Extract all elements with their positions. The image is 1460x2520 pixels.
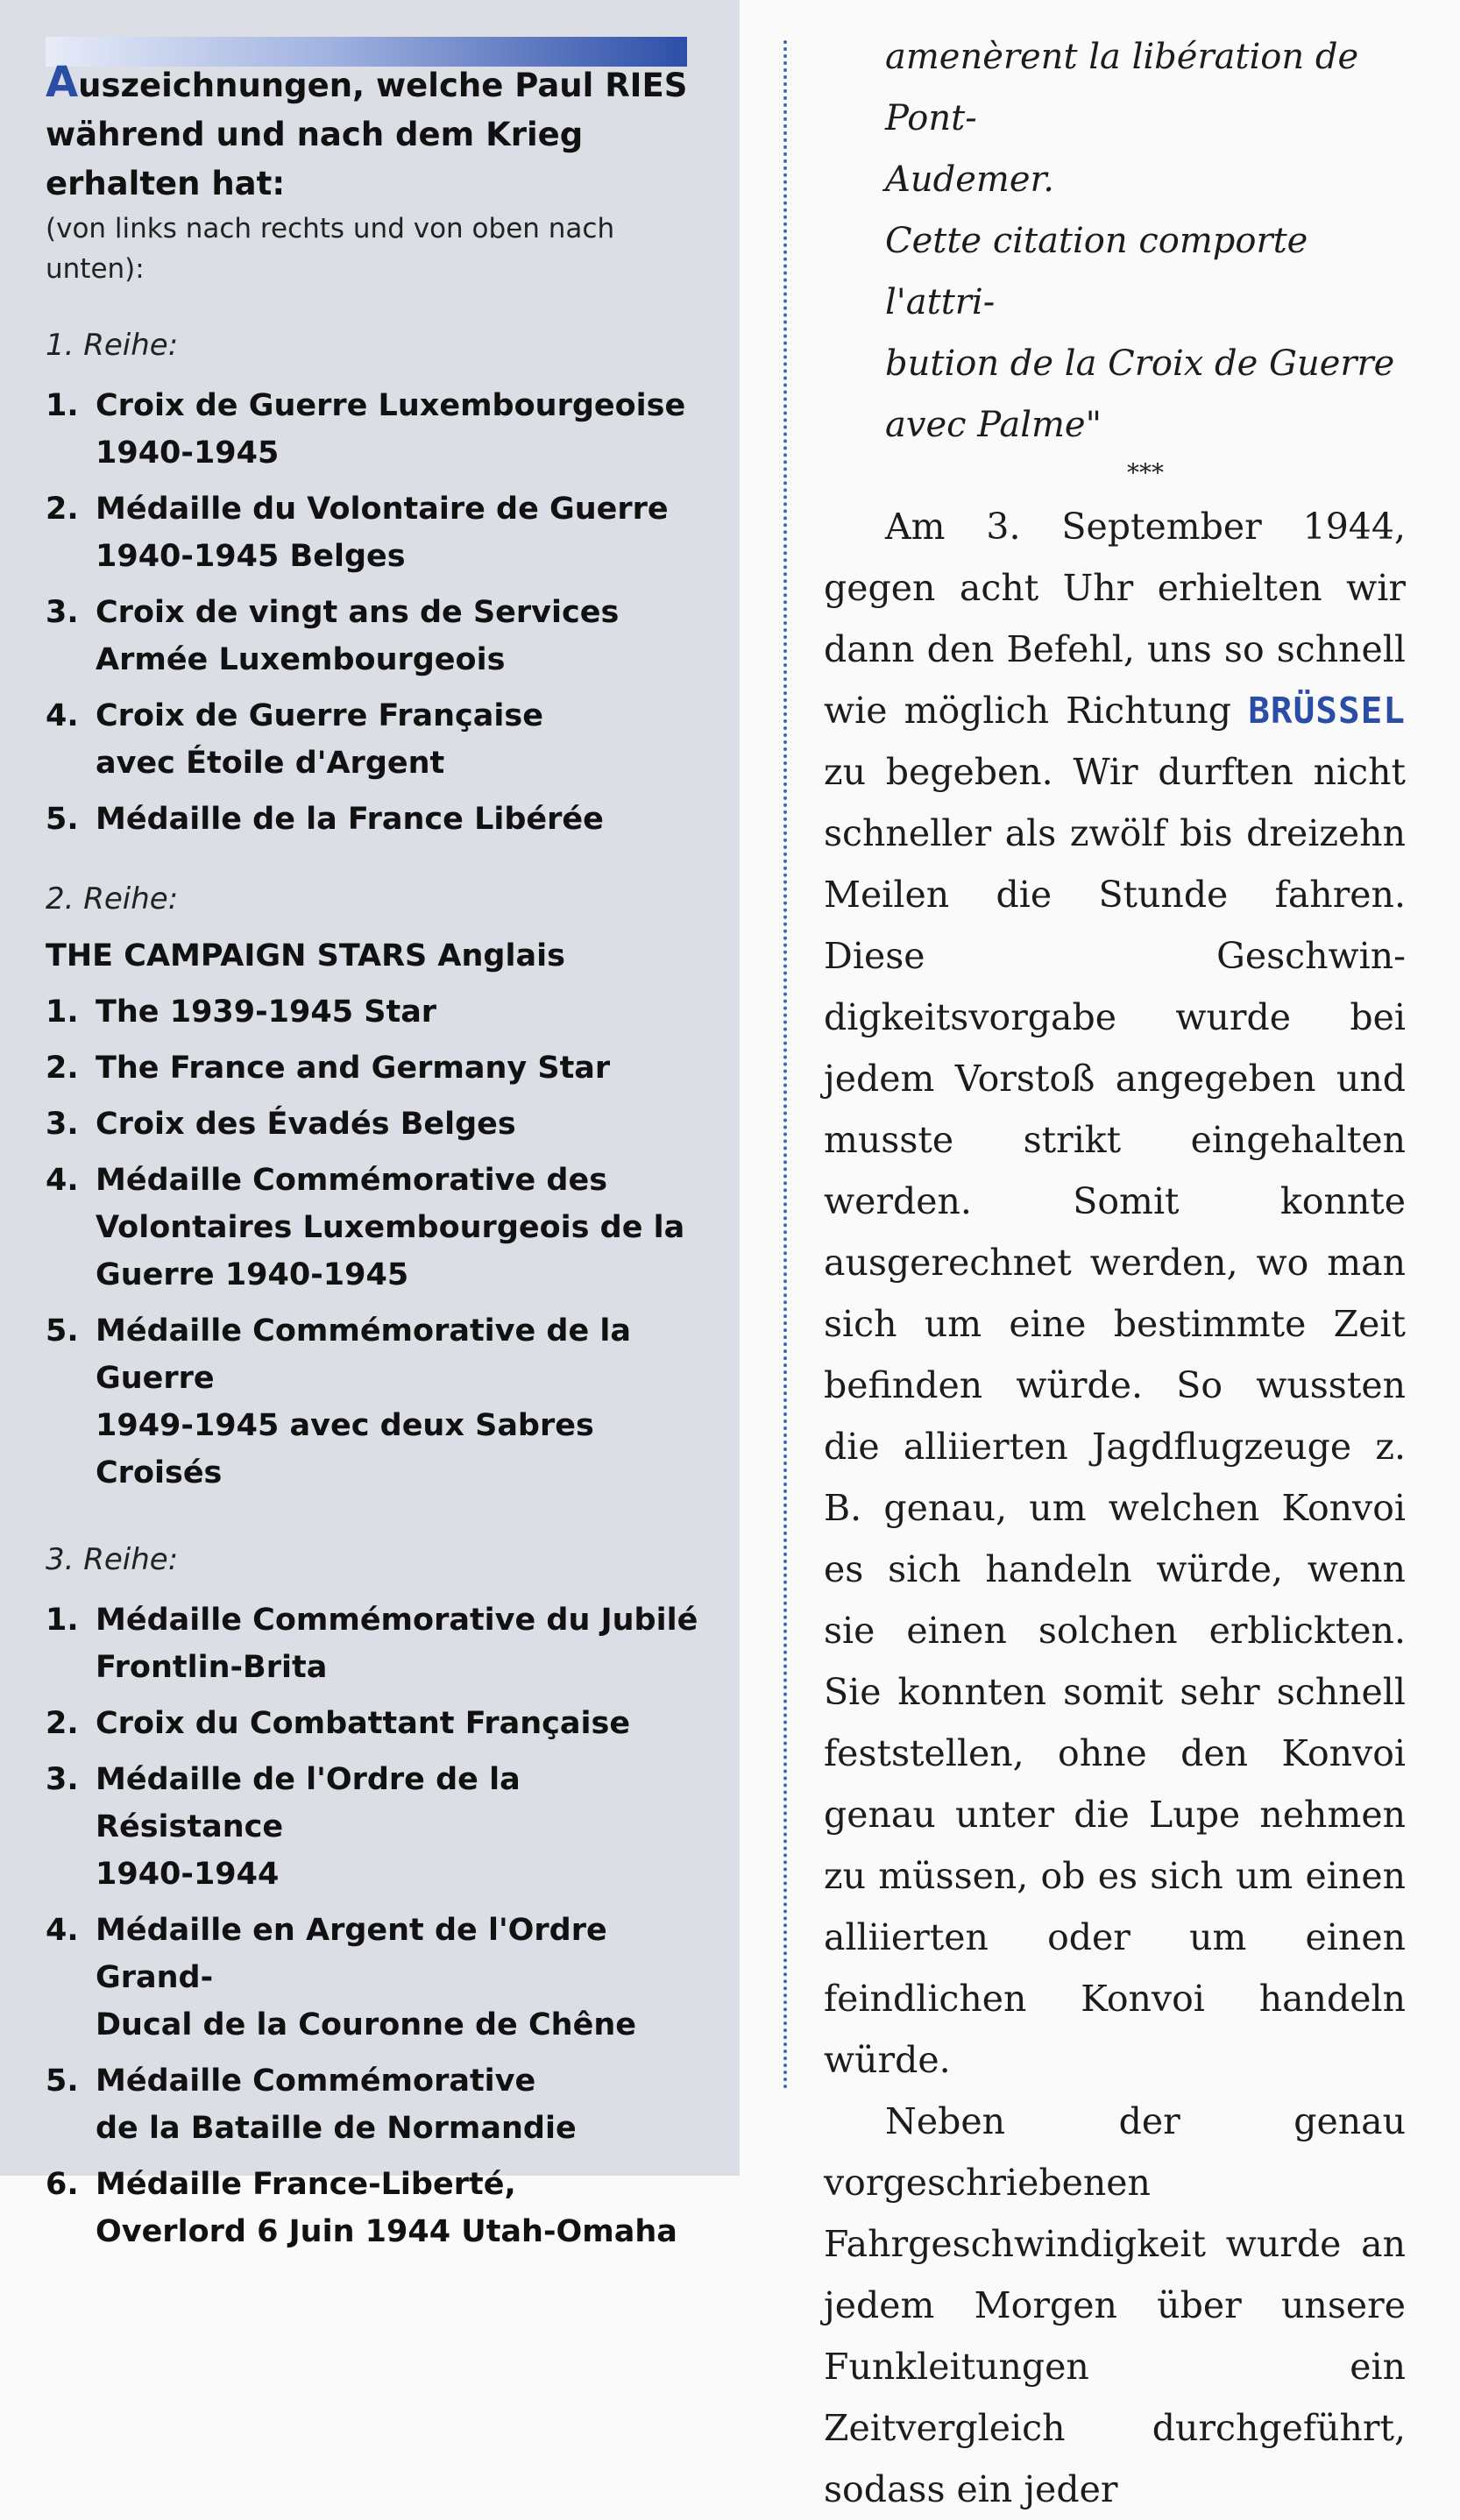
list-item: 2. Médaille du Volontaire de Guerre 1940-1945 Belges: [46, 492, 669, 574]
list-item: 4. Médaille Commémorative des Volontaires Luxembourgeois de la Guerre 1940-1945: [46, 1163, 685, 1292]
sidebar-subheading: (von links nach rechts und von oben nach unten):: [46, 213, 615, 285]
list-item: 4. Médaille en Argent de l'Ordre Grand- Ducal de la Couronne de Chêne: [46, 1913, 636, 2042]
row2-label: 2. Reihe:: [46, 881, 179, 917]
row2-list: [46, 988, 705, 1497]
list-item: 1. Croix de Guerre Luxembourgeoise 1940-1945: [46, 388, 686, 471]
row1-label: 1. Reihe:: [46, 328, 179, 363]
list-item: 1. Médaille Commémorative du Jubilé Frontlin-Brita: [46, 1603, 698, 1685]
list-item: 5. Médaille de la France Libérée: [46, 802, 604, 837]
heading-text-line2: während und nach dem Krieg erhalten hat:: [46, 116, 584, 202]
awards-sidebar: [0, 0, 740, 2249]
citation-quote: amenèrent la libération de Pont- Audemer. Cette citation comporte l'attri- bution de la Croix de Guerre avec Palme": [885, 37, 1395, 445]
highlight-brussel: BRÜSSEL: [1248, 690, 1406, 732]
article-column: [824, 26, 1406, 2520]
list-item: 3. Médaille de l'Ordre de la Résistance 1940-1944: [46, 1762, 521, 1892]
list-item: 3. Croix de vingt ans de Services Armée Luxembourgeois: [46, 595, 620, 677]
list-item: 5. Médaille Commémorative de la Bataille de Normandie: [46, 2063, 577, 2146]
row1-list: [46, 382, 705, 843]
heading-text: uszeichnungen, welche Paul RIES: [78, 67, 688, 104]
row3-label: 3. Reihe:: [46, 1542, 179, 1577]
article-paragraph: Neben der genau vorgeschriebenen Fahrgeschwindigkeit wurde an jedem Morgen über unsere Funkleitungen ein Zeitvergleich durchgeführt, sodass ein jeder: [824, 2100, 1406, 2510]
list-item: 6. Médaille France-Liberté, Overlord 6 Juin 1944 Utah-Omaha: [46, 2167, 677, 2249]
list-item: 1. The 1939-1945 Star: [46, 995, 437, 1030]
column-divider: [783, 40, 787, 2091]
sidebar-heading: [46, 58, 705, 209]
row3-list: [46, 1596, 705, 2255]
campaign-stars-heading: THE CAMPAIGN STARS Anglais: [46, 938, 565, 973]
list-item: 5. Médaille Commémorative de la Guerre 1949-1945 avec deux Sabres Croisés: [46, 1313, 632, 1490]
list-item: 2. Croix du Combattant Française: [46, 1706, 631, 1741]
list-item: 2. The France and Germany Star: [46, 1051, 611, 1086]
heading-initial: A: [46, 58, 79, 107]
list-item: 3. Croix des Évadés Belges: [46, 1107, 516, 1142]
list-item: 4. Croix de Guerre Française avec Étoile d'Argent: [46, 698, 543, 781]
section-separator: ***: [1127, 458, 1164, 487]
article-paragraph: Am 3. September 1944, gegen acht Uhr erhielten wir dann den Befehl, uns so schnell wie möglich Richtung BRÜSSEL zu begeben. Wir durften nicht schneller als zwölf bis dreizehn Meilen die Stunde fahren. Diese Geschwindigkeitsvorgabe wurde bei jedem Vorstoß angegeben und musste strikt eingehalten werden. Somit konnte ausgerechnet werden, wo man sich um eine bestimmte Zeit befinden würde. So wussten die alliierten Jagdflugzeuge z. B. genau, um welchen Konvoi es sich handeln würde, wenn sie einen solchen erblickten. Sie konnten somit sehr schnell feststellen, ohne den Konvoi genau unter die Lupe nehmen zu müssen, ob es sich um einen alliierten oder um einen feindlichen Konvoi handeln würde.: [824, 506, 1406, 2081]
